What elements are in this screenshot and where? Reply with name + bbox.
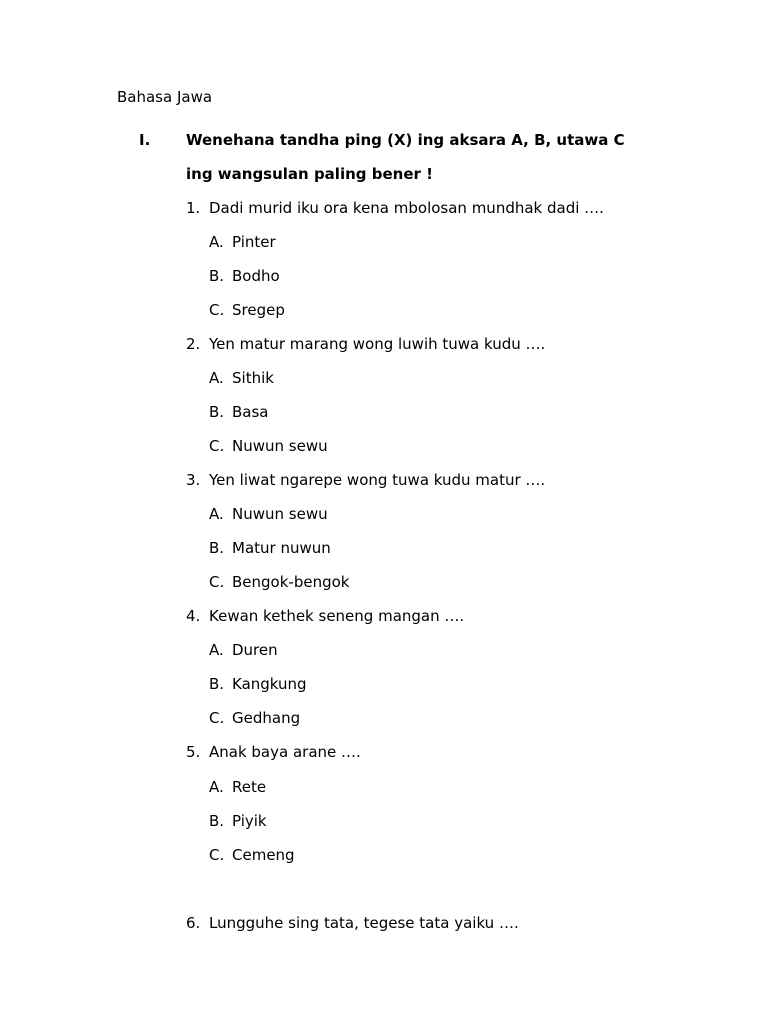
question-4-option-b [209,674,307,694]
question-text: Anak baya arane …. [209,743,361,761]
question-2 [186,334,545,354]
question-5-option-b [209,811,267,831]
question-1 [186,198,604,218]
option-text: Sithik [232,369,274,387]
option-text: Pinter [232,233,276,251]
option-text: Nuwun sewu [232,505,328,523]
option-text: Bengok-bengok [232,573,350,591]
option-text: Matur nuwun [232,539,331,557]
question-1-option-c [209,300,285,320]
option-text: Piyik [232,812,267,830]
option-letter: A. [209,369,224,387]
question-5 [186,742,361,762]
option-letter: A. [209,778,224,796]
section-instruction-line-2: ing wangsulan paling bener ! [186,165,433,183]
question-4-option-a [209,640,278,660]
question-3-option-b [209,538,331,558]
question-3 [186,470,545,490]
option-text: Rete [232,778,267,796]
option-letter: B. [209,812,225,830]
section-instruction-line-1: Wenehana tandha ping (X) ing aksara A, B, utawa C [186,131,625,149]
option-letter: C. [209,573,225,591]
question-text: Lungguhe sing tata, tegese tata yaiku …. [209,914,519,932]
question-1-option-a [209,232,276,252]
question-number: 6. [186,914,201,932]
question-number: 3. [186,471,201,489]
option-letter: B. [209,675,225,693]
question-2-option-b [209,402,269,422]
question-text: Kewan kethek seneng mangan …. [209,607,465,625]
option-letter: B. [209,539,225,557]
option-text: Cemeng [232,846,295,864]
question-3-option-c [209,572,349,592]
option-letter: B. [209,267,225,285]
option-letter: C. [209,709,225,727]
option-text: Nuwun sewu [232,437,328,455]
option-letter: B. [209,403,225,421]
option-text: Bodho [232,267,280,285]
option-text: Gedhang [232,709,301,727]
option-letter: C. [209,437,225,455]
question-2-option-a [209,368,274,388]
question-text: Yen matur marang wong luwih tuwa kudu …. [209,335,546,353]
option-letter: C. [209,301,225,319]
question-4 [186,606,464,626]
question-4-option-c [209,708,300,728]
option-text: Sregep [232,301,285,319]
question-text: Yen liwat ngarepe wong tuwa kudu matur …. [209,471,546,489]
question-5-option-a [209,777,266,797]
option-text: Basa [232,403,269,421]
question-6 [186,913,519,933]
option-letter: A. [209,505,224,523]
option-text: Duren [232,641,278,659]
option-letter: A. [209,233,224,251]
subject-title: Bahasa Jawa [117,88,213,106]
question-text: Dadi murid iku ora kena mbolosan mundhak dadi …. [209,199,604,217]
question-5-option-c [209,845,295,865]
question-number: 4. [186,607,201,625]
question-2-option-c [209,436,328,456]
section-number: I. [139,131,151,149]
option-text: Kangkung [232,675,307,693]
question-number: 2. [186,335,201,353]
question-number: 1. [186,199,201,217]
question-1-option-b [209,266,280,286]
question-3-option-a [209,504,328,524]
option-letter: C. [209,846,225,864]
question-number: 5. [186,743,201,761]
option-letter: A. [209,641,224,659]
